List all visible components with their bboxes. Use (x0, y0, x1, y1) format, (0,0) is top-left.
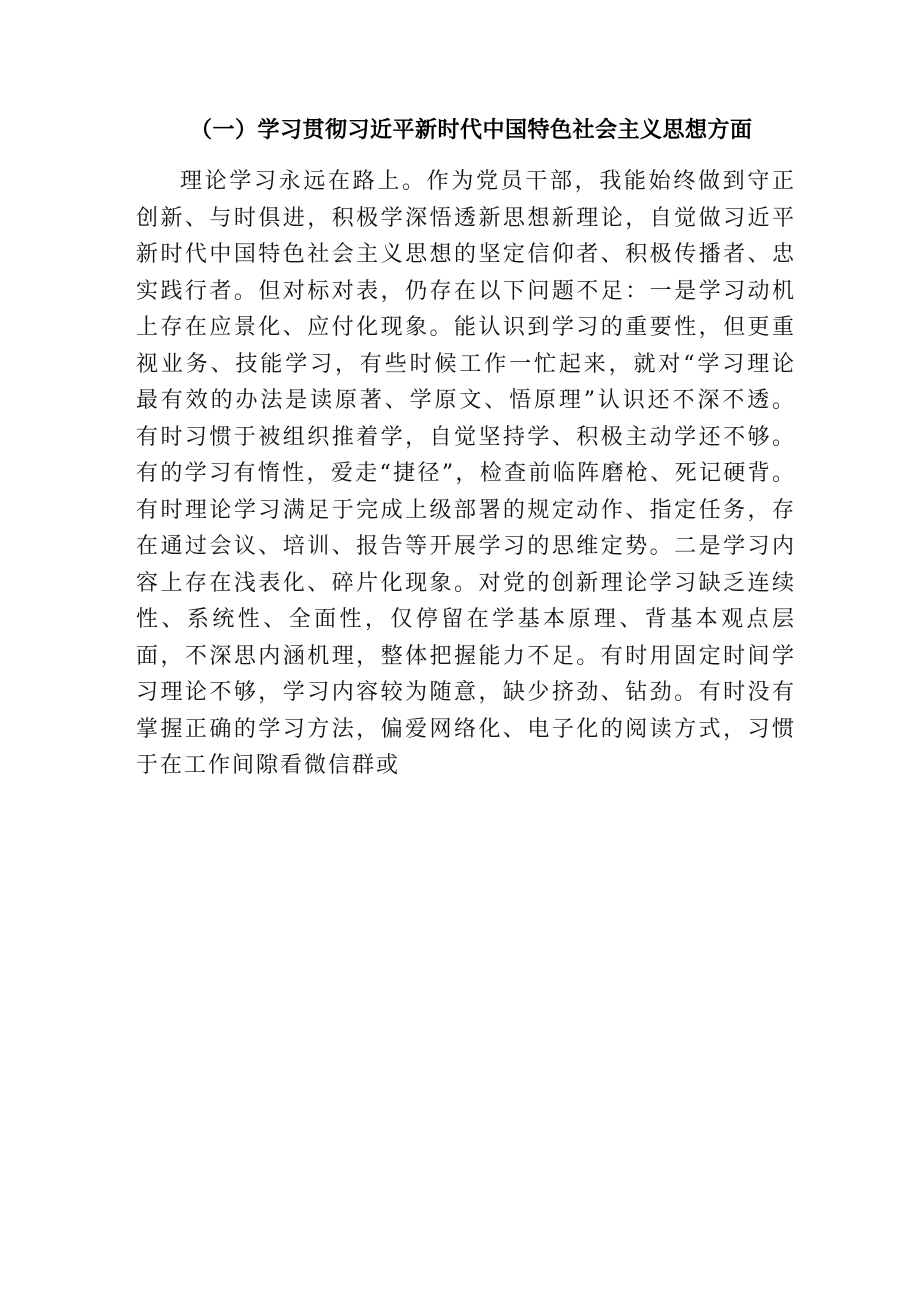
section-heading: （一）学习贯彻习近平新时代中国特色社会主义思想方面 (190, 118, 753, 143)
body-paragraph: 理论学习永远在路上。作为党员干部，我能始终做到守正创新、与时俱进，积极学深悟透新思想新理论，自觉做习近平新时代中国特色社会主义思想的坚定信仰者、积极传播者、忠实践行者。但对标对表，仍存在以下问题不足：一是学习动机上存在应景化、应付化现象。能认识到学习的重要性，但更重视业务、技能学习，有些时候工作一忙起来，就对“学习理论最有效的办法是读原著、学原文、悟原理”认识还不深不透。有时习惯于被组织推着学，自觉坚持学、积极主动学还不够。有的学习有惰性，爱走“捷径”，检查前临阵磨枪、死记硬背。有时理论学习满足于完成上级部署的规定动作、指定任务，存在通过会议、培训、报告等开展学习的思维定势。二是学习内容上存在浅表化、碎片化现象。对党的创新理论学习缺乏连续性、系统性、全面性，仅停留在学基本原理、背基本观点层面，不深思内涵机理，整体把握能力不足。有时用固定时间学习理论不够，学习内容较为随意，缺少挤劲、钻劲。有时没有掌握正确的学习方法，偏爱网络化、电子化的阅读方式，习惯于在工作间隙看微信群或 (136, 169, 796, 778)
